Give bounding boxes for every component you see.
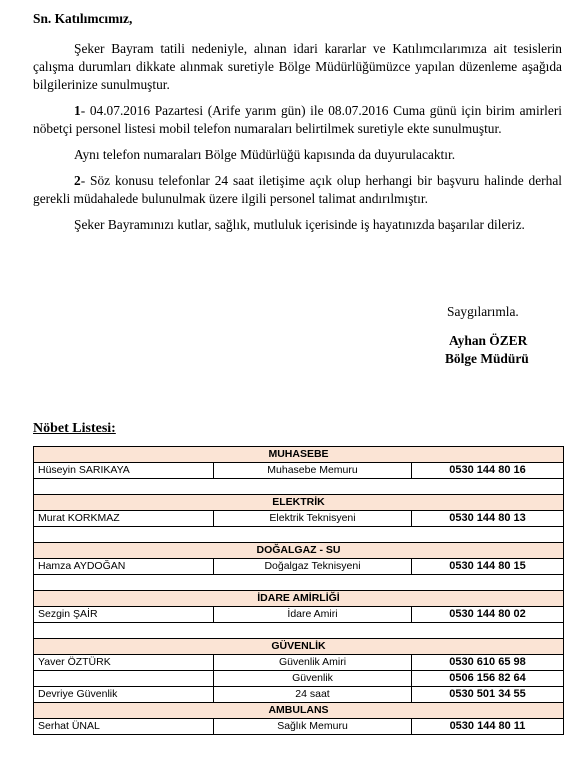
closing-text: Saygılarımla. bbox=[447, 304, 519, 319]
section-row bbox=[34, 495, 564, 511]
person-phone: 0506 156 82 64 bbox=[412, 671, 564, 687]
person-name: Serhat ÜNAL bbox=[34, 719, 214, 735]
section-elektrik: ELEKTRİK bbox=[34, 495, 564, 511]
person-role: Doğalgaz Teknisyeni bbox=[214, 559, 412, 575]
item-number: 2 bbox=[74, 173, 81, 188]
signer-name: Ayhan ÖZER bbox=[449, 333, 528, 348]
paragraph-closing: Şeker Bayramınızı kutlar, sağlık, mutluluk içerisinde iş hayatınızda başarılar dileriz. bbox=[74, 217, 525, 232]
person-name bbox=[34, 671, 214, 687]
person-name: Murat KORKMAZ bbox=[34, 511, 214, 527]
person-phone: 0530 501 34 55 bbox=[412, 687, 564, 703]
section-idare: İDARE AMİRLİĞİ bbox=[34, 591, 564, 607]
person-name: Hüseyin SARIKAYA bbox=[34, 463, 214, 479]
section-ambulans: AMBULANS bbox=[34, 703, 564, 719]
section-row bbox=[34, 543, 564, 559]
person-role: Güvenlik bbox=[214, 671, 412, 687]
duty-list-title: Nöbet Listesi: bbox=[33, 421, 116, 436]
person-phone: 0530 144 80 11 bbox=[412, 719, 564, 735]
person-phone: 0530 610 65 98 bbox=[412, 655, 564, 671]
person-phone: 0530 144 80 16 bbox=[412, 463, 564, 479]
table-row bbox=[34, 719, 564, 735]
paragraph-item-1 bbox=[33, 102, 562, 138]
section-muhasebe: MUHASEBE bbox=[34, 447, 564, 463]
signer-title: Bölge Müdürü bbox=[445, 351, 529, 366]
table-row bbox=[34, 671, 564, 687]
item-number: 1 bbox=[74, 103, 81, 118]
person-role: 24 saat bbox=[214, 687, 412, 703]
table-row bbox=[34, 655, 564, 671]
person-phone: 0530 144 80 13 bbox=[412, 511, 564, 527]
table-row bbox=[34, 607, 564, 623]
paragraph-intro: Şeker Bayram tatili nedeniyle, alınan idari kararlar ve Katılımcılarımıza ait tesislerin çalışma durumları dikkate alınmak suretiyle Bölge Müdürlüğümüzce yapılan düzenleme aşağıda bilgilerinize sunulmuştur. bbox=[33, 41, 562, 92]
table-row bbox=[34, 511, 564, 527]
paragraph-item-2 bbox=[33, 172, 562, 208]
person-role: Güvenlik Amiri bbox=[214, 655, 412, 671]
duty-table bbox=[33, 446, 564, 735]
greeting: Sn. Katılımcımız, bbox=[33, 11, 133, 26]
person-phone: 0530 144 80 15 bbox=[412, 559, 564, 575]
person-name: Devriye Güvenlik bbox=[34, 687, 214, 703]
table-row bbox=[34, 559, 564, 575]
section-dogalgaz: DOĞALGAZ - SU bbox=[34, 543, 564, 559]
signature-block bbox=[445, 303, 529, 368]
item-text: - Söz konusu telefonlar 24 saat iletişime açık olup herhangi bir başvuru halinde derhal gerekli müdahalede bulunulmak üzere ilgili personel talimat andırılmıştır. bbox=[33, 173, 562, 206]
person-role: Sağlık Memuru bbox=[214, 719, 412, 735]
table-row bbox=[34, 463, 564, 479]
paragraph-notice: Aynı telefon numaraları Bölge Müdürlüğü kapısında da duyurulacaktır. bbox=[74, 147, 456, 162]
spacer-row bbox=[34, 623, 564, 639]
section-guvenlik: GÜVENLİK bbox=[34, 639, 564, 655]
section-row bbox=[34, 447, 564, 463]
person-role: Elektrik Teknisyeni bbox=[214, 511, 412, 527]
person-role: İdare Amiri bbox=[214, 607, 412, 623]
spacer-row bbox=[34, 479, 564, 495]
letter-body bbox=[33, 10, 562, 242]
section-row bbox=[34, 639, 564, 655]
person-name: Hamza AYDOĞAN bbox=[34, 559, 214, 575]
person-phone: 0530 144 80 02 bbox=[412, 607, 564, 623]
person-name: Yaver ÖZTÜRK bbox=[34, 655, 214, 671]
section-row bbox=[34, 703, 564, 719]
spacer-row bbox=[34, 575, 564, 591]
section-row bbox=[34, 591, 564, 607]
person-name: Sezgin ŞAİR bbox=[34, 607, 214, 623]
person-role: Muhasebe Memuru bbox=[214, 463, 412, 479]
table-row bbox=[34, 687, 564, 703]
item-text: - 04.07.2016 Pazartesi (Arife yarım gün) ile 08.07.2016 Cuma günü için birim amirleri nöbetçi personel listesi mobil telefon numaraları belirtilmek suretiyle ekte sunulmuştur. bbox=[33, 103, 562, 136]
spacer-row bbox=[34, 527, 564, 543]
